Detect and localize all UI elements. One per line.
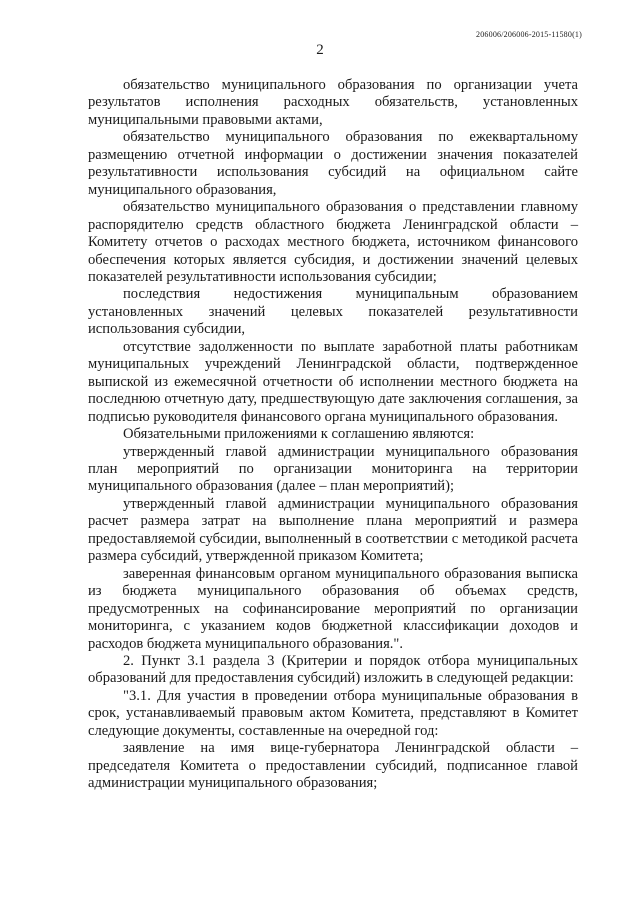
paragraph: утвержденный главой администрации муниципального образования план мероприятий по организации мониторинга на территории муниципального образования (далее – план мероприятий);	[88, 443, 578, 495]
document-registration-code: 206006/206006-2015-11580(1)	[476, 30, 582, 39]
paragraph: утвержденный главой администрации муниципального образования расчет размера затрат на выполнение плана мероприятий и размера предоставляемой субсидии, выполненный в соответствии с методикой расчета размера субсидий, утвержденной приказом Комитета;	[88, 495, 578, 565]
paragraph: 2. Пункт 3.1 раздела 3 (Критерии и порядок отбора муниципальных образований для предоставления субсидий) изложить в следующей редакции:	[88, 652, 578, 687]
paragraph: заверенная финансовым органом муниципального образования выписка из бюджета муниципального образования об объемах средств, предусмотренных на софинансирование мероприятий по организации мониторинга, с указанием кодов бюджетной классификации доходов и расходов бюджета муниципального образования.".	[88, 565, 578, 652]
paragraph: последствия недостижения муниципальным образованием установленных значений целевых показателей результативности использования субсидии,	[88, 286, 578, 338]
paragraph: обязательство муниципального образования о представлении главному распорядителю средств областного бюджета Ленинградской области – Комитету отчетов о расходах местного бюджета, источником финансового обеспечения которых является субсидия, и достижении значений целевых показателей результативности использования субсидии;	[88, 199, 578, 285]
document-body	[88, 77, 578, 793]
paragraph: "3.1. Для участия в проведении отбора муниципальные образования в срок, устанавливаемый правовым актом Комитета, представляют в Комитет следующие документы, составленные на очередной год:	[88, 687, 578, 739]
paragraph: заявление на имя вице-губернатора Ленинградской области – председателя Комитета о предоставлении субсидий, подписанное главой администрации муниципального образования;	[88, 740, 578, 792]
page-number: 2	[316, 42, 324, 58]
paragraph: отсутствие задолженности по выплате заработной платы работникам муниципальных учреждений Ленинградской области, подтвержденное выпиской из ежемесячной отчетности об исполнении местного бюджета на последнюю отчетную дату, предшествующую дате заключения соглашения, за подписью руководителя финансового органа муниципального образования.	[88, 338, 578, 425]
paragraph: обязательство муниципального образования по ежеквартальному размещению отчетной информации о достижении значения показателей результативности использования субсидий на официальном сайте муниципального образования,	[88, 129, 578, 198]
paragraph: обязательство муниципального образования по организации учета результатов исполнения расходных обязательств, установленных муниципальными правовыми актами,	[88, 77, 578, 128]
paragraph: Обязательными приложениями к соглашению являются:	[123, 426, 475, 443]
